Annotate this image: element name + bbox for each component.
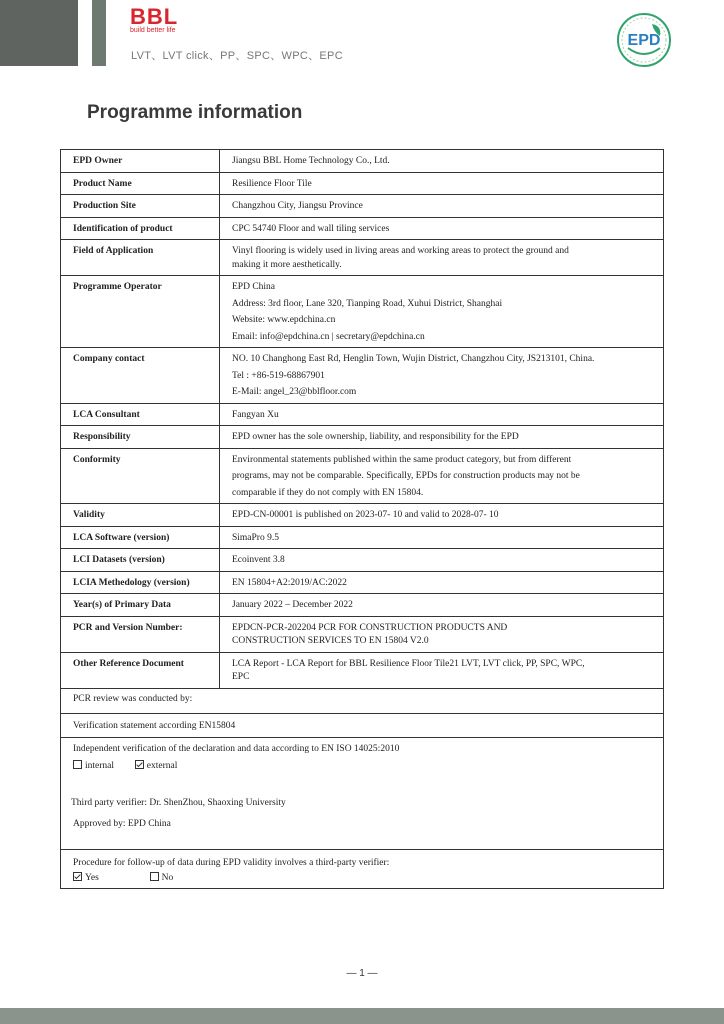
internal-label: internal <box>85 761 115 771</box>
verification-options <box>73 760 657 773</box>
row-value-line: EPD-CN-00001 is published on 2023-07- 10 and valid to 2028-07- 10 <box>232 510 499 520</box>
row-key: Responsibility <box>61 426 220 449</box>
row-value <box>220 195 664 218</box>
row-value-line: NO. 10 Changhong East Rd, Henglin Town, Wujin District, Changzhou City, JS213101, China. <box>232 354 595 364</box>
row-key: LCI Datasets (version) <box>61 549 220 572</box>
product-types: LVT、LVT click、PP、SPC、WPC、EPC <box>131 50 343 62</box>
row-value-line: Jiangsu BBL Home Technology Co., Ltd. <box>232 156 390 166</box>
row-value <box>220 403 664 426</box>
row-value-line: Email: info@epdchina.cn | secretary@epdchina.cn <box>232 331 425 342</box>
table-row <box>61 172 664 195</box>
row-value-line: EPDCN-PCR-202204 PCR FOR CONSTRUCTION PRODUCTS AND <box>232 622 508 633</box>
row-value-line: Resilience Floor Tile <box>232 178 312 189</box>
yes-label: Yes <box>85 873 99 883</box>
row-key: Field of Application <box>61 240 220 276</box>
table-row <box>61 616 664 652</box>
row-value-line: EN 15804+A2:2019/AC:2022 <box>232 577 347 588</box>
row-key: LCA Consultant <box>61 403 220 426</box>
programme-info-table <box>60 149 664 889</box>
row-value-line: Ecoinvent 3.8 <box>232 555 285 565</box>
page-number: — 1 — <box>346 968 378 979</box>
epd-logo-icon <box>616 12 672 68</box>
logo-tagline: build better life <box>130 27 176 34</box>
table-row <box>61 240 664 276</box>
row-value <box>220 240 664 276</box>
table-row <box>61 217 664 240</box>
followup-options <box>73 872 657 885</box>
row-value-line: comparable if they do not comply with EN 15804. <box>232 487 424 498</box>
table-row <box>61 348 664 404</box>
table-row <box>61 448 664 504</box>
table-row <box>61 150 664 173</box>
row-value <box>220 616 664 652</box>
no-checkbox[interactable] <box>150 872 159 881</box>
external-checkbox[interactable] <box>135 760 144 769</box>
row-value-line: LCA Report - LCA Report for BBL Resilience Floor Tile21 LVT, LVT click, PP, SPC, WPC, <box>232 658 585 669</box>
table-row <box>61 594 664 617</box>
followup-row <box>61 849 664 888</box>
external-label: external <box>146 761 178 771</box>
row-value <box>220 426 664 449</box>
row-key: LCA Software (version) <box>61 526 220 549</box>
row-value-line: January 2022 – December 2022 <box>232 600 353 610</box>
table-row <box>61 526 664 549</box>
third-party-verifier: Third party verifier: Dr. ShenZhou, Shaoxing University <box>71 797 286 808</box>
page-title: Programme information <box>87 102 303 123</box>
row-key: Identification of product <box>61 217 220 240</box>
yes-checkbox[interactable] <box>73 872 82 881</box>
row-key: Production Site <box>61 195 220 218</box>
independent-verification-text: Independent verification of the declaration and data according to EN ISO 14025:2010 <box>73 743 400 754</box>
table-row <box>61 652 664 688</box>
row-value-line: Environmental statements published within the same product category, but from different <box>232 454 572 465</box>
row-key: Programme Operator <box>61 276 220 348</box>
row-value <box>220 571 664 594</box>
row-key: Other Reference Document <box>61 652 220 688</box>
row-value-line: Changzhou City, Jiangsu Province <box>232 201 363 211</box>
row-key: Year(s) of Primary Data <box>61 594 220 617</box>
table-row <box>61 195 664 218</box>
verification-statement-text: Verification statement according EN15804 <box>61 714 664 738</box>
row-value <box>220 526 664 549</box>
row-value <box>220 150 664 173</box>
approved-by: Approved by: EPD China <box>73 819 171 829</box>
row-value-line: E-Mail: angel_23@bblfloor.com <box>232 387 357 397</box>
row-key: EPD Owner <box>61 150 220 173</box>
table-row <box>61 571 664 594</box>
table-row <box>61 276 664 348</box>
independent-verification-row <box>61 737 664 849</box>
table-row <box>61 426 664 449</box>
row-value-line: programs, may not be comparable. Specifically, EPDs for construction products may not be <box>232 471 580 481</box>
row-key: Company contact <box>61 348 220 404</box>
row-key: PCR and Version Number: <box>61 616 220 652</box>
row-key: Conformity <box>61 448 220 504</box>
row-value <box>220 348 664 404</box>
row-value-line: Tel : +86-519-68867901 <box>232 370 325 381</box>
row-value <box>220 652 664 688</box>
bbl-logo <box>130 6 178 34</box>
row-value <box>220 217 664 240</box>
row-value-line: EPD China <box>232 282 276 292</box>
verification-statement-row <box>61 714 664 738</box>
row-value-line: Fangyan Xu <box>232 409 279 420</box>
table-row <box>61 403 664 426</box>
table-row <box>61 549 664 572</box>
no-label: No <box>161 873 174 883</box>
row-value <box>220 504 664 527</box>
row-value-line: CPC 54740 Floor and wall tiling services <box>232 223 390 234</box>
row-value-line: Address: 3rd floor, Lane 320, Tianping Road, Xuhui District, Shanghai <box>232 298 503 309</box>
row-key: Validity <box>61 504 220 527</box>
table-row <box>61 504 664 527</box>
internal-checkbox[interactable] <box>73 760 82 769</box>
followup-text: Procedure for follow-up of data during EPD validity involves a third-party verifier: <box>73 857 390 868</box>
row-key: LCIA Methedology (version) <box>61 571 220 594</box>
row-value <box>220 594 664 617</box>
row-value-line: SimaPro 9.5 <box>232 532 279 543</box>
row-value-line: Vinyl flooring is widely used in living areas and working areas to protect the ground and <box>232 246 569 256</box>
logo-brand: BBL <box>130 4 179 29</box>
row-value <box>220 448 664 504</box>
pcr-review-row <box>61 688 664 714</box>
pcr-review-text: PCR review was conducted by: <box>61 688 664 714</box>
footer-bar <box>0 1008 724 1024</box>
row-value-line: EPC <box>232 672 250 682</box>
independent-verification-cell <box>61 737 664 849</box>
row-value <box>220 276 664 348</box>
row-value <box>220 172 664 195</box>
row-value <box>220 549 664 572</box>
header-block-accent <box>92 0 106 66</box>
followup-cell <box>61 849 664 888</box>
row-value-line: EPD owner has the sole ownership, liability, and responsibility for the EPD <box>232 432 519 442</box>
header-block-dark <box>0 0 78 66</box>
epd-badge-text: EPD <box>627 32 661 49</box>
row-value-line: Website: www.epdchina.cn <box>232 315 336 325</box>
row-value-line: making it more aesthetically. <box>232 259 342 270</box>
row-key: Product Name <box>61 172 220 195</box>
row-value-line: CONSTRUCTION SERVICES TO EN 15804 V2.0 <box>232 636 429 646</box>
